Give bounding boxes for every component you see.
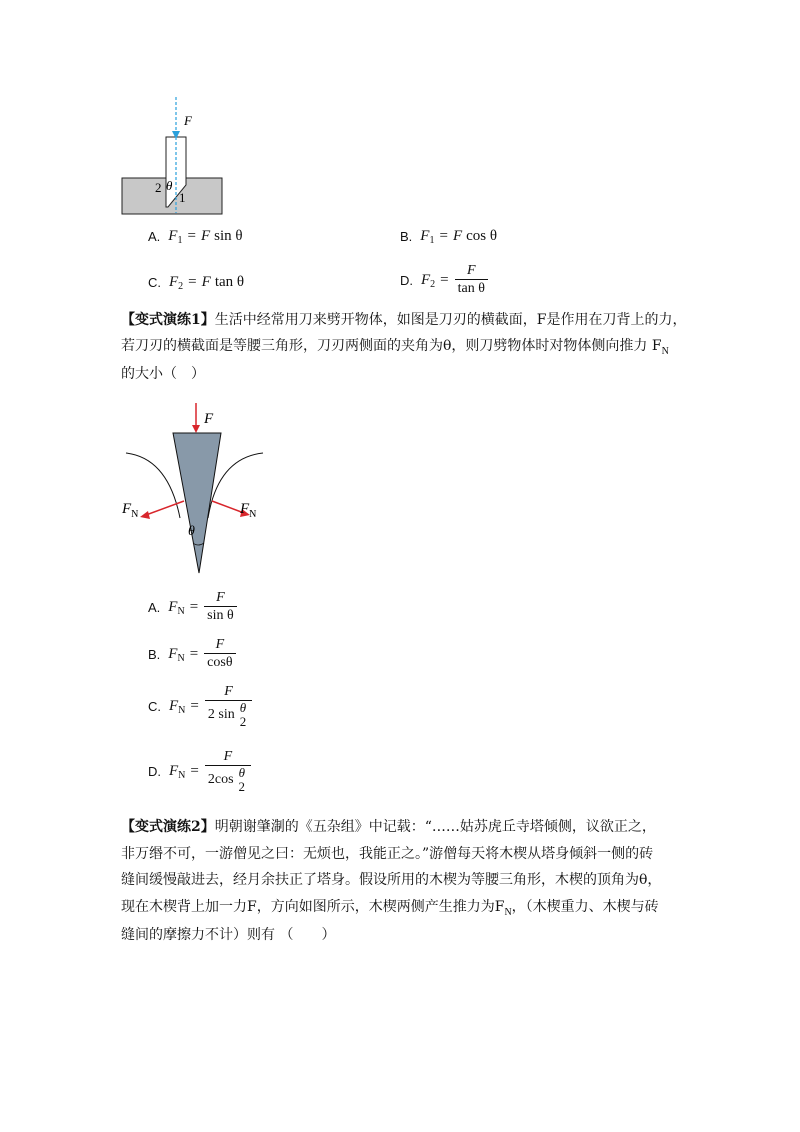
option-letter: D.: [148, 764, 161, 779]
q2-option-c[interactable]: C. F N = F 2 sin θ 2: [148, 684, 252, 729]
figure2-angle: θ: [188, 524, 195, 539]
left-force-arrowhead: [140, 511, 150, 519]
option-letter: C.: [148, 699, 161, 714]
variant1-paragraph: 【变式演练1】生活中经常用刀来劈开物体，如图是刀刃的横截面，F是作用在刀背上的力， 若刀刃的横截面是等腰三角形，刀刃两侧面的夹角为θ，则刀劈物体时对物体侧向推力 $F_N$ 的大小（ ）: [121, 312, 687, 382]
fraction: F 2cos θ 2: [205, 749, 251, 794]
option-letter: A.: [148, 600, 161, 615]
figure2-right-force: $F_N$: [240, 501, 257, 520]
q2-option-d[interactable]: D. F N = F 2cos θ 2: [148, 749, 251, 794]
option-letter: D.: [400, 273, 413, 288]
option-letter: C.: [148, 275, 161, 290]
q2-option-a[interactable]: A. F N = $\frac{F}{\text{sin θ}}$: [148, 590, 237, 625]
figure1-label-1: 1: [179, 190, 186, 205]
figure-knife-block: [118, 95, 228, 220]
figure-wedge: [118, 403, 278, 588]
fraction: F 2 sin θ 2: [205, 684, 252, 729]
top-force-arrowhead: [192, 425, 200, 433]
figure1-label-2: 2: [155, 180, 162, 195]
option-letter: A.: [148, 229, 161, 244]
q1-option-c[interactable]: C. F 2 = F tan θ: [148, 274, 245, 292]
fraction: $\frac{F}{\text{tan θ}}$: [455, 263, 488, 298]
option-letter: B.: [148, 647, 161, 662]
q1-option-b[interactable]: B. F 1 = F cos θ: [400, 228, 498, 246]
variant2-paragraph: 【变式演练2】明朝谢肇淛的《五杂组》中记载：“……姑苏虎丘寺塔倾侧，议欲正之， 非万缗不可，一游僧见之曰：无烦也，我能正之。”游僧每天将木楔从塔身倾斜一侧的砖 缝间缓慢敲进去，经月余扶正了塔身。假设所用的木楔为等腰三角形，木楔的顶角为θ， 现在木楔背上加一力F，方向如图所示，木楔两侧产生推力为$F_N$，（木楔重力、木楔与砖 缝间的摩擦力不计）则有 （ ）: [121, 819, 662, 943]
figure1-force-label: F: [184, 113, 192, 128]
q1-option-a[interactable]: A. F 1 = F sin θ: [148, 228, 243, 246]
fraction: $\frac{F}{\text{sin θ}}$: [204, 590, 237, 625]
fraction: $\frac{F}{\cos\theta}$: [204, 637, 235, 672]
figure2-force-label: F: [204, 411, 214, 427]
figure2-left-force: $F_N$: [122, 501, 139, 520]
left-force-line: [146, 501, 184, 515]
variant1-tag: 【变式演练1】: [121, 312, 215, 328]
figure1-label-theta: θ: [166, 178, 173, 193]
q1-option-d[interactable]: D. F 2 = $\frac{F}{\text{tan θ}}$: [400, 263, 488, 298]
option-letter: B.: [400, 229, 413, 244]
variant2-tag: 【变式演练2】: [121, 819, 215, 835]
q2-option-b[interactable]: B. F N = $\frac{F}{\cos\theta}$: [148, 637, 236, 672]
